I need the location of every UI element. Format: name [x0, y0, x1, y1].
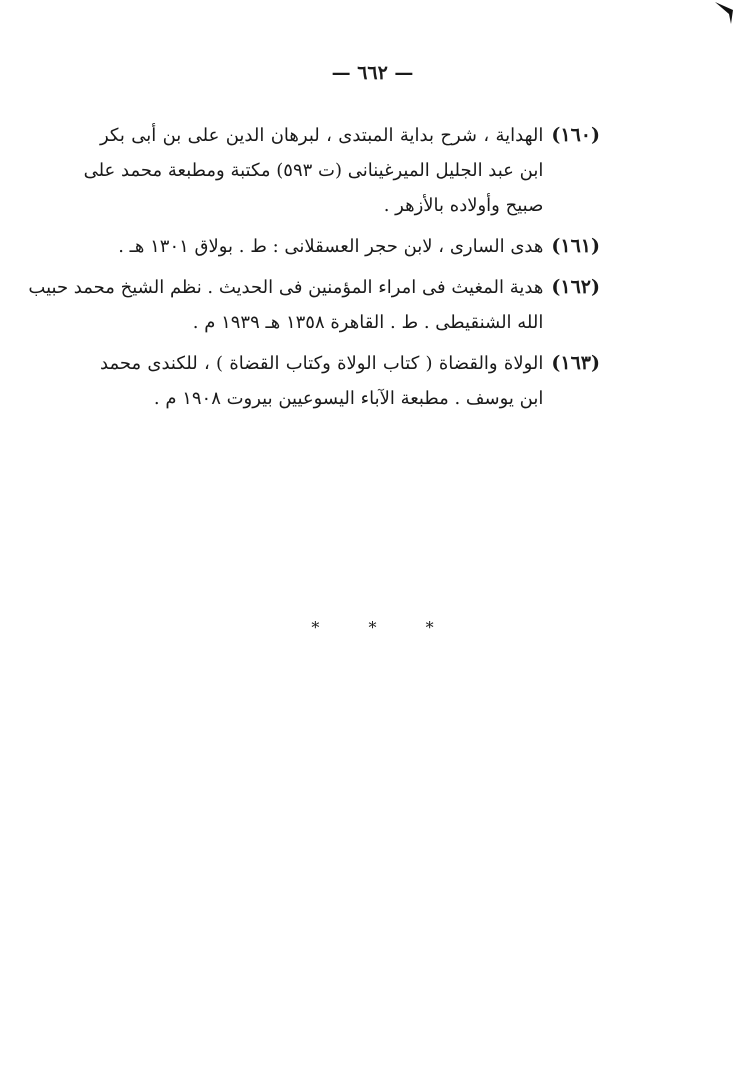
bibliography-entry-163 [100, 346, 600, 416]
entry-line: صبيح وأولاده بالأزهر . [383, 195, 544, 216]
entry-text [100, 346, 543, 416]
bibliography-entry-160 [83, 118, 600, 223]
bibliography-entry-161 [100, 229, 600, 264]
section-separator: * * * [311, 618, 456, 637]
entry-text [28, 270, 544, 340]
entry-number: (١٦٣) [551, 352, 600, 374]
entry-number: (١٦٢) [551, 276, 600, 298]
entry-number: (١٦٠) [551, 124, 600, 146]
entry-line: هدية المغيث فى امراء المؤمنين فى الحديث . نظم الشيخ محمد حبيب [28, 277, 544, 298]
bibliography-entry-162 [28, 270, 600, 340]
entry-line: ابن عبد الجليل الميرغينانى (ت ٥٩٣) مكتبة ومطبعة محمد على [83, 160, 544, 181]
page-number: — ٦٦٢ — [331, 62, 414, 84]
bibliography-list [28, 118, 600, 422]
entry-text [100, 229, 543, 264]
entry-text [83, 118, 544, 223]
entry-line: ابن يوسف . مطبعة الآباء اليسوعيين بيروت ١٩٠٨ م . [153, 388, 544, 409]
entry-line: الهداية ، شرح بداية المبتدى ، لبرهان الدين على بن أبى بكر [100, 125, 544, 146]
entry-line: الولاة والقضاة ( كتاب الولاة وكتاب القضاة ) ، للكندى محمد [100, 353, 544, 374]
entry-line: هدى السارى ، لابن حجر العسقلانى : ط . بولاق ١٣٠١ هـ . [118, 236, 544, 257]
corner-mark-icon [711, 0, 737, 26]
entry-line: الله الشنقيطى . ط . القاهرة ١٣٥٨ هـ ١٩٣٩ م . [192, 312, 544, 333]
entry-number: (١٦١) [551, 235, 600, 257]
